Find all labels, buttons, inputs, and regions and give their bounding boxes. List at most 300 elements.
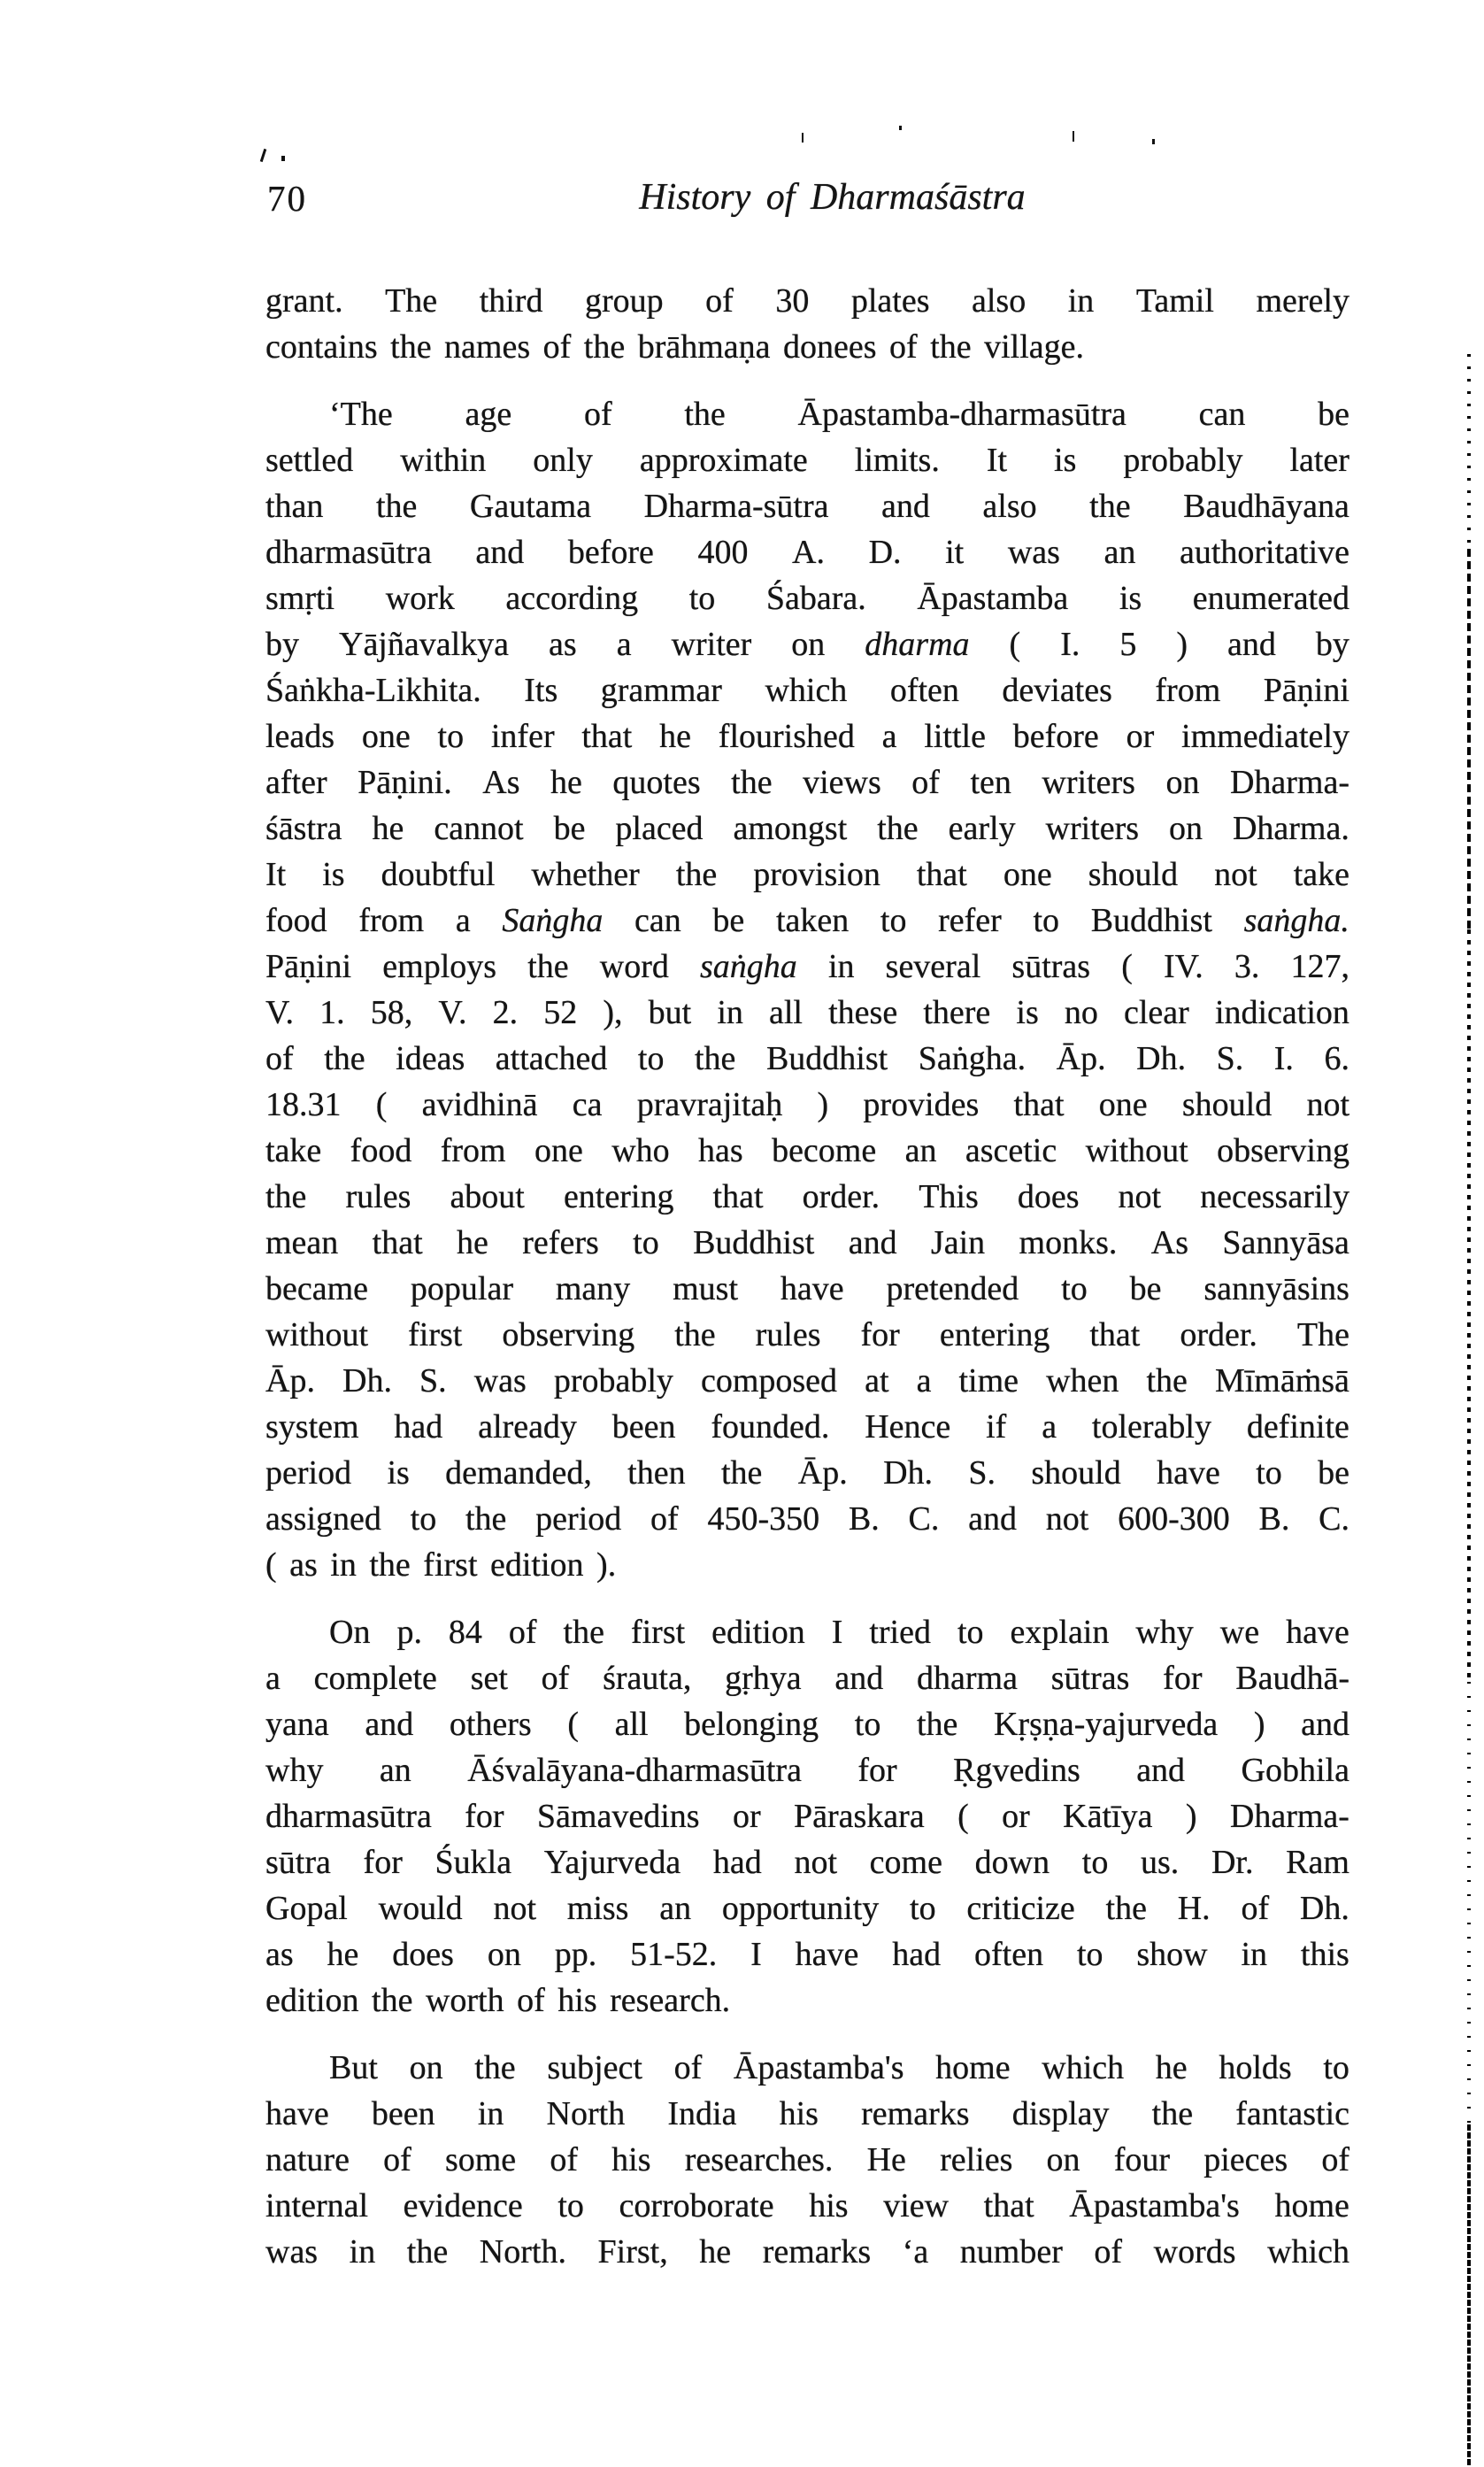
word: should xyxy=(1031,1454,1121,1492)
word: sannyāsins xyxy=(1203,1270,1349,1307)
text-line xyxy=(265,1082,1349,1128)
word: demanded, xyxy=(445,1454,592,1492)
word: for xyxy=(1163,1660,1203,1697)
word: be xyxy=(1318,1454,1349,1492)
word: and xyxy=(881,488,930,525)
word: of xyxy=(911,764,940,801)
word: Dharma-sūtra xyxy=(643,488,829,525)
word: work xyxy=(385,580,455,617)
word: ‘The xyxy=(329,396,393,433)
header-title: History of Dharmaśāstra xyxy=(639,177,1026,218)
word: Dr. xyxy=(1211,1844,1254,1881)
word: that xyxy=(1089,1316,1141,1353)
word: B. xyxy=(848,1500,880,1538)
text-line xyxy=(265,529,1349,575)
word: the xyxy=(674,1316,716,1353)
word: first xyxy=(408,1316,463,1353)
word: by xyxy=(265,626,299,663)
word: to xyxy=(1033,902,1060,939)
text-line xyxy=(265,2183,1349,2229)
word: internal xyxy=(265,2187,369,2224)
word: early xyxy=(948,810,1016,847)
word: V. xyxy=(265,994,295,1031)
word: before xyxy=(567,534,654,571)
word: ), xyxy=(603,994,623,1031)
word: he xyxy=(659,718,692,755)
text-line xyxy=(265,1496,1349,1542)
word: of xyxy=(1094,2233,1123,2270)
word: he xyxy=(372,810,404,847)
word: of xyxy=(1241,1890,1270,1927)
word: attached xyxy=(495,1040,608,1077)
word: he xyxy=(550,764,582,801)
word: when xyxy=(1046,1362,1119,1399)
word: necessarily xyxy=(1200,1178,1349,1215)
text-line xyxy=(265,1839,1349,1885)
text-line xyxy=(265,2091,1349,2137)
word: India xyxy=(667,2095,737,2132)
word: relies xyxy=(940,2141,1013,2178)
text-line xyxy=(265,1036,1349,1082)
word: the xyxy=(731,764,773,801)
word: is xyxy=(387,1454,410,1492)
word: word xyxy=(599,948,669,985)
word: that xyxy=(581,718,633,755)
word: of xyxy=(650,1500,679,1538)
word: from xyxy=(440,1132,506,1169)
word: rules xyxy=(345,1178,411,1215)
word: dharmasūtra xyxy=(265,1798,432,1835)
word: ca xyxy=(572,1086,603,1123)
word: pretended xyxy=(886,1270,1019,1307)
word: Ṛgvedins xyxy=(953,1752,1080,1789)
word: for xyxy=(465,1798,504,1835)
word: in xyxy=(827,948,855,985)
word: some xyxy=(444,2141,517,2178)
word: Yajurveda xyxy=(543,1844,681,1881)
word: provides xyxy=(863,1086,980,1123)
word: home xyxy=(1274,2187,1349,2224)
word: would xyxy=(378,1890,463,1927)
word: 51-52. xyxy=(630,1936,718,1973)
text-line xyxy=(265,483,1349,529)
text-segment: edition the worth of his research. xyxy=(265,1982,731,2019)
word: North. xyxy=(479,2233,566,2270)
text-line xyxy=(265,2045,1349,2091)
text-line xyxy=(265,1931,1349,1977)
word: tried xyxy=(869,1614,931,1651)
word: probably xyxy=(553,1362,673,1399)
word: which xyxy=(765,672,848,709)
word: to xyxy=(1081,1844,1109,1881)
word: 127, xyxy=(1290,948,1349,985)
word: Dh. xyxy=(1136,1040,1187,1077)
word: on xyxy=(1169,810,1203,847)
word: fantastic xyxy=(1235,2095,1349,2132)
word: D. xyxy=(868,534,902,571)
word: is xyxy=(1119,580,1142,617)
word: ) xyxy=(1185,1798,1197,1835)
scan-artifact-segment xyxy=(1467,2124,1471,2467)
word: probably xyxy=(1123,442,1243,479)
word: the xyxy=(563,1614,604,1651)
word: not xyxy=(1118,1178,1162,1215)
text-line xyxy=(265,898,1349,944)
text-line xyxy=(265,1793,1349,1839)
word: ( xyxy=(567,1706,579,1743)
word: researches. xyxy=(684,2141,834,2178)
word: 30 xyxy=(775,282,810,320)
word: without xyxy=(265,1316,369,1353)
word: or xyxy=(1002,1798,1030,1835)
word: one xyxy=(1003,856,1052,893)
word: been xyxy=(611,1408,676,1446)
word: and xyxy=(1301,1706,1349,1743)
word: to xyxy=(1076,1936,1103,1973)
word: smṛti xyxy=(265,580,335,617)
word: and xyxy=(834,1660,884,1697)
word: is xyxy=(1016,994,1039,1031)
word: in xyxy=(349,2233,376,2270)
word: grant. xyxy=(265,282,343,320)
word: observing xyxy=(1217,1132,1349,1169)
text-line xyxy=(265,1747,1349,1793)
word: Śabara. xyxy=(765,580,866,617)
word: and xyxy=(968,1500,1017,1538)
word: immediately xyxy=(1181,718,1349,755)
word: not xyxy=(1214,856,1257,893)
word: a xyxy=(616,626,632,663)
word: 400 xyxy=(697,534,749,571)
word: indication xyxy=(1214,994,1349,1031)
word: evidence xyxy=(403,2187,523,2224)
word: and xyxy=(1136,1752,1186,1789)
word: grammar xyxy=(600,672,722,709)
word: he xyxy=(327,1936,359,1973)
word: the xyxy=(375,488,418,525)
word: no xyxy=(1064,994,1098,1031)
word: he xyxy=(457,1224,488,1261)
word: not xyxy=(493,1890,536,1927)
word: period xyxy=(535,1500,622,1538)
word: tolerably xyxy=(1091,1408,1211,1446)
word: saṅgha xyxy=(700,948,797,985)
word: gṛhya xyxy=(725,1660,802,1697)
word: was xyxy=(473,1362,527,1399)
word: settled xyxy=(265,442,354,479)
word: śāstra xyxy=(265,810,342,847)
word: 5 xyxy=(1119,626,1137,663)
word: later xyxy=(1289,442,1349,479)
word: dharma xyxy=(917,1660,1018,1697)
word: ascetic xyxy=(965,1132,1057,1169)
word: in xyxy=(717,994,743,1031)
word: to xyxy=(1061,1270,1088,1307)
word: should xyxy=(1088,856,1179,893)
word: Tamil xyxy=(1135,282,1214,320)
word: should xyxy=(1181,1086,1273,1123)
word: I xyxy=(750,1936,762,1973)
ink-speck xyxy=(1073,131,1074,142)
word: on xyxy=(791,626,826,663)
word: Dh. xyxy=(883,1454,934,1492)
word: entering xyxy=(939,1316,1050,1353)
word: to xyxy=(880,902,907,939)
text-line xyxy=(265,1358,1349,1404)
word: then xyxy=(627,1454,686,1492)
word: observing xyxy=(502,1316,635,1353)
word: amongst xyxy=(733,810,848,847)
word: 6. xyxy=(1324,1040,1349,1077)
word: have xyxy=(265,2095,329,2132)
word: was xyxy=(1007,534,1060,571)
word: on xyxy=(1165,764,1200,801)
word: nature xyxy=(265,2141,350,2178)
word: the xyxy=(720,1454,763,1492)
word: on xyxy=(409,2049,443,2086)
word: of xyxy=(383,2141,411,2178)
word: employs xyxy=(382,948,497,985)
word: writer xyxy=(671,626,752,663)
word: Jain xyxy=(930,1224,986,1261)
word: Pāṇini xyxy=(265,948,352,985)
word: does xyxy=(1017,1178,1080,1215)
word: at xyxy=(865,1362,889,1399)
word: Mīmāṁsā xyxy=(1214,1362,1349,1399)
word: corroborate xyxy=(619,2187,774,2224)
word: had xyxy=(712,1844,762,1881)
word: on xyxy=(487,1936,521,1973)
word: A. xyxy=(792,534,825,571)
word: within xyxy=(400,442,487,479)
word: subject xyxy=(547,2049,642,2086)
word: to xyxy=(1256,1454,1282,1492)
word: the xyxy=(406,2233,449,2270)
text-line xyxy=(265,1450,1349,1496)
text-line xyxy=(265,713,1349,759)
scan-artifact-segment xyxy=(1467,549,1471,929)
word: third xyxy=(479,282,543,320)
word: Yājñavalkya xyxy=(339,626,510,663)
word: views xyxy=(803,764,881,801)
word: one xyxy=(1098,1086,1148,1123)
word: the xyxy=(474,2049,516,2086)
word: order. xyxy=(1180,1316,1257,1353)
text-line xyxy=(265,944,1349,990)
word: take xyxy=(1293,856,1349,893)
word: mean xyxy=(265,1224,339,1261)
word: of xyxy=(705,282,734,320)
word: the xyxy=(1089,488,1131,525)
word: Baudhāyana xyxy=(1183,488,1349,525)
word: 84 xyxy=(448,1614,482,1651)
word: complete xyxy=(313,1660,437,1697)
text-line xyxy=(265,1885,1349,1931)
text-line xyxy=(265,437,1349,483)
word: four xyxy=(1113,2141,1171,2178)
word: of xyxy=(1321,2141,1349,2178)
word: the xyxy=(694,1040,736,1077)
text-line xyxy=(265,2229,1349,2275)
word: to xyxy=(1323,2049,1349,2086)
word: ) xyxy=(1176,626,1188,663)
word: already xyxy=(478,1408,577,1446)
word: Āp. xyxy=(797,1454,848,1492)
word: who xyxy=(611,1132,670,1169)
word: food xyxy=(265,902,327,939)
word: ‘a xyxy=(902,2233,929,2270)
word: on xyxy=(1046,2141,1080,2178)
word: the xyxy=(527,948,569,985)
word: many xyxy=(555,1270,631,1307)
text-block xyxy=(265,278,1349,2275)
word: a xyxy=(455,902,471,939)
text-line xyxy=(265,1128,1349,1174)
word: founded. xyxy=(711,1408,830,1446)
word: I. xyxy=(1273,1040,1294,1077)
word: refers xyxy=(522,1224,599,1261)
word: Kṛṣṇa-yajurveda xyxy=(993,1706,1219,1743)
word: one xyxy=(361,718,411,755)
word: belonging xyxy=(684,1706,819,1743)
word: to xyxy=(688,580,716,617)
word: or xyxy=(1126,718,1155,755)
word: S. xyxy=(419,1362,447,1399)
word: an xyxy=(379,1752,411,1789)
word: if xyxy=(986,1408,1007,1446)
word: Dh. xyxy=(1299,1890,1349,1927)
word: pieces xyxy=(1203,2141,1288,2178)
word: Pāṇini xyxy=(1263,672,1349,709)
word: V. xyxy=(438,994,467,1031)
word: which xyxy=(1267,2233,1349,2270)
word: without xyxy=(1085,1132,1188,1169)
word: period xyxy=(265,1454,352,1492)
word: p. xyxy=(396,1614,422,1651)
word: have xyxy=(780,1270,844,1307)
word: he xyxy=(699,2233,732,2270)
word: Śukla xyxy=(434,1844,512,1881)
word: Āp. xyxy=(265,1362,315,1399)
word: Āśvalāyana-dharmasūtra xyxy=(467,1752,802,1789)
word: and xyxy=(848,1224,897,1261)
word: edition xyxy=(711,1614,805,1651)
word: a xyxy=(916,1362,932,1399)
word: opportunity xyxy=(721,1890,880,1927)
word: composed xyxy=(700,1362,838,1399)
word: Sāmavedins xyxy=(536,1798,700,1835)
word: Baudhā- xyxy=(1235,1660,1349,1697)
word: infer xyxy=(490,718,555,755)
text-segment: contains the names of the brāhmaṇa donees of the village. xyxy=(265,328,1085,366)
word: refer xyxy=(938,902,1002,939)
word: As xyxy=(1150,1224,1189,1261)
text-line xyxy=(265,278,1349,324)
word: placed xyxy=(615,810,704,847)
word: the xyxy=(1146,1362,1188,1399)
word: sūtras xyxy=(1050,1660,1130,1697)
word: that xyxy=(916,856,967,893)
word: only xyxy=(533,442,593,479)
word: a xyxy=(265,1660,281,1697)
word: ten xyxy=(970,764,1011,801)
word: 450-350 xyxy=(707,1500,820,1538)
word: The xyxy=(1296,1316,1349,1353)
word: ( xyxy=(957,1798,969,1835)
word: why xyxy=(265,1752,324,1789)
word: 600-300 xyxy=(1118,1500,1230,1538)
word: quotes xyxy=(612,764,701,801)
scan-artifact-segment xyxy=(1467,1682,1471,2124)
word: been xyxy=(371,2095,435,2132)
word: down xyxy=(974,1844,1050,1881)
word: of xyxy=(583,396,612,433)
word: assigned xyxy=(265,1500,381,1538)
paragraph xyxy=(265,391,1349,1588)
word: On xyxy=(329,1614,371,1651)
word: authoritative xyxy=(1179,534,1349,571)
word: This xyxy=(919,1178,979,1215)
word: Buddhist xyxy=(765,1040,888,1077)
word: dharma xyxy=(865,626,970,663)
word: 3. xyxy=(1234,948,1260,985)
word: Āpastamba's xyxy=(1069,2187,1240,2224)
word: it xyxy=(945,534,965,571)
word: ideas xyxy=(396,1040,465,1077)
word: C. xyxy=(908,1500,940,1538)
word: entering xyxy=(563,1178,674,1215)
word: age xyxy=(465,396,512,433)
text-line xyxy=(265,2137,1349,2183)
word: which xyxy=(1042,2049,1125,2086)
word: little xyxy=(924,718,986,755)
word: S. xyxy=(1216,1040,1244,1077)
word: take xyxy=(265,1132,322,1169)
text-line xyxy=(265,990,1349,1036)
word: the xyxy=(1151,2095,1194,2132)
word: a xyxy=(881,718,897,755)
word: avidhinā xyxy=(421,1086,538,1123)
text-line xyxy=(265,1220,1349,1266)
word: pp. xyxy=(554,1936,597,1973)
word: deviates xyxy=(1002,672,1112,709)
word: his xyxy=(611,2141,651,2178)
word: Pāṇini. xyxy=(358,764,452,801)
text-line xyxy=(265,852,1349,898)
word: to xyxy=(437,718,465,755)
word: must xyxy=(673,1270,739,1307)
word: was xyxy=(265,2233,319,2270)
word: 58, xyxy=(370,994,413,1031)
word: yana xyxy=(265,1706,329,1743)
word: B. xyxy=(1258,1500,1290,1538)
word: first xyxy=(630,1614,686,1651)
text-line xyxy=(265,759,1349,806)
paragraph xyxy=(265,278,1349,370)
word: ( xyxy=(1009,626,1021,663)
word: ) xyxy=(1253,1706,1265,1743)
word: after xyxy=(265,764,327,801)
word: in xyxy=(477,2095,504,2132)
word: is xyxy=(322,856,345,893)
word: to xyxy=(633,1224,659,1261)
word: in xyxy=(1067,282,1095,320)
word: limits. xyxy=(854,442,940,479)
word: in xyxy=(1241,1936,1268,1973)
word: plates xyxy=(850,282,930,320)
word: I xyxy=(831,1614,843,1651)
word: from xyxy=(1155,672,1221,709)
